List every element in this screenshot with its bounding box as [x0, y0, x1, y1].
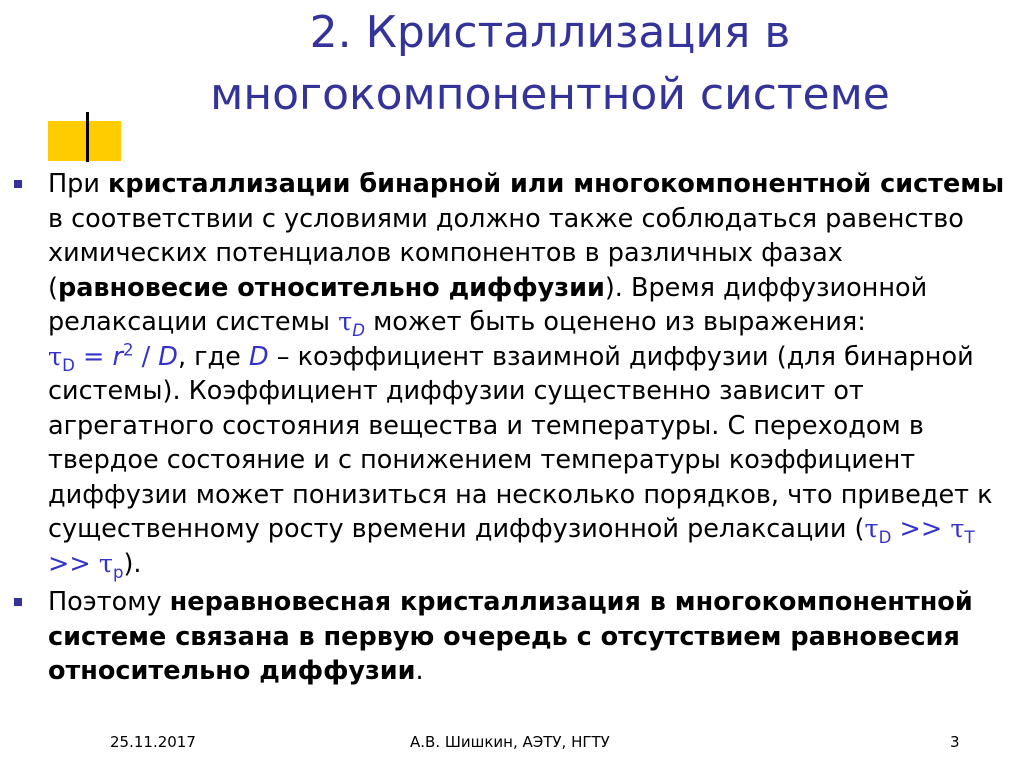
subscript-d: D: [878, 528, 892, 548]
bold-phrase: неравновесная кристаллизация в многокомпонентной системе связана в первую очередь с отсутствием равновесия относительно диффузии: [48, 587, 973, 686]
footer-page-number: 3: [950, 733, 960, 751]
slide-title-line-2: многокомпонентной системе: [210, 69, 890, 120]
slide-title-line-1: 2. Кристаллизация в: [309, 7, 791, 58]
slide-title: [100, 2, 1000, 126]
formula-operator: /: [133, 341, 159, 372]
slide-body: [10, 167, 1014, 689]
subscript-d: D: [62, 355, 75, 375]
tau-symbol: τ: [338, 307, 353, 337]
text-run: – коэффициент взаимной диффузии (для бинарной системы). Коэффициент диффузии существенно зависит от агрегатного состояния вещества и температуры. С переходом в твердое состояние и с понижением температуры коэффициент диффузии может понизиться на несколько порядков, что приведет к существенному росту времени диффузионной релаксации (: [48, 341, 993, 544]
formula-operator: =: [74, 341, 113, 372]
bullet-square-icon: [14, 598, 22, 606]
subscript-t: T: [964, 528, 975, 548]
text-run: ). Время диффузионной релаксации системы: [48, 272, 928, 337]
text-run: При: [48, 169, 109, 199]
subscript-d: D: [352, 321, 365, 341]
tau-symbol: τ: [950, 514, 965, 544]
text-run: Поэтому: [48, 587, 170, 617]
title-accent-block: [48, 121, 121, 161]
formula-variable-d: D: [158, 341, 178, 372]
text-run: в соответствии с условиями должно также соблюдаться равенство химических потенциалов компонентов в различных фазах (: [48, 203, 964, 303]
formula-exponent: 2: [122, 340, 134, 359]
tau-symbol: τ: [48, 341, 63, 372]
footer-date: 25.11.2017: [110, 733, 196, 751]
bullet-square-icon: [14, 180, 22, 188]
tau-symbol: τ: [98, 548, 113, 579]
formula-variable-r: r: [112, 341, 123, 372]
formula-operator: >>: [891, 514, 951, 544]
text-run: .: [415, 656, 424, 686]
text-run: , где: [177, 341, 249, 372]
bullet-item-1: [10, 167, 1014, 581]
text-run: может быть оценено из выражения:: [364, 307, 866, 337]
footer-author: А.В. Шишкин, АЭТУ, НГТУ: [410, 733, 610, 751]
tau-symbol: τ: [864, 514, 879, 544]
formula-variable-d: D: [248, 341, 269, 372]
bullet-item-2: [10, 585, 1014, 689]
subscript-p: p: [112, 562, 124, 582]
bold-phrase: кристаллизации бинарной или многокомпонентной системы: [108, 169, 1005, 199]
title-accent-bar: [86, 112, 89, 162]
relaxation-formula: [48, 340, 1014, 582]
bold-phrase: равновесие относительно диффузии: [57, 272, 605, 303]
text-run: ).: [123, 548, 142, 579]
formula-operator: >>: [48, 548, 99, 579]
